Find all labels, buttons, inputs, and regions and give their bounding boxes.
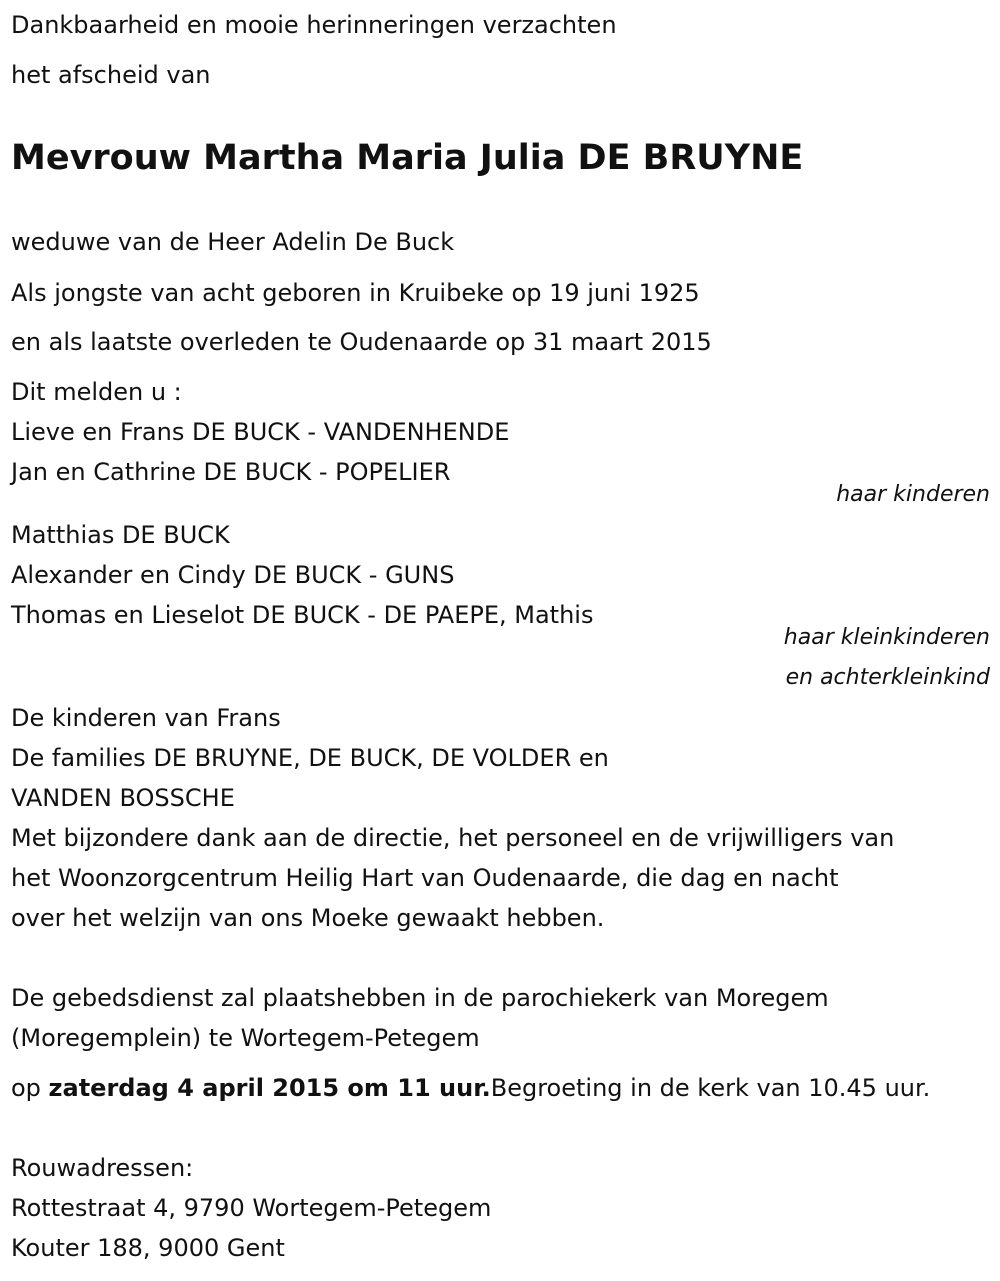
service-date-line — [11, 1073, 930, 1103]
service-date-prefix: op — [11, 1074, 49, 1102]
addresses-label: Rouwadressen: — [11, 1154, 194, 1182]
children-label: haar kinderen — [836, 482, 990, 507]
service-date: zaterdag 4 april 2015 om 11 uur. — [48, 1074, 491, 1102]
service-greeting: Begroeting in de kerk van 10.45 uur. — [490, 1074, 931, 1102]
grandchild-line: Thomas en Lieselot DE BUCK - DE PAEPE, Mathis — [11, 601, 594, 629]
thanks-line: het Woonzorgcentrum Heilig Hart van Oudenaarde, die dag en nacht — [11, 864, 839, 892]
intro-line: het afscheid van — [11, 61, 211, 89]
service-line: De gebedsdienst zal plaatshebben in de parochiekerk van Moregem — [11, 984, 829, 1012]
address-line: Rottestraat 4, 9790 Wortegem-Petegem — [11, 1194, 492, 1222]
grandchildren-label: haar kleinkinderen — [783, 625, 990, 650]
grandchildren-label: en achterkleinkind — [785, 665, 990, 690]
grandchild-line: Alexander en Cindy DE BUCK - GUNS — [11, 561, 455, 589]
thanks-line: over het welzijn van ons Moeke gewaakt hebben. — [11, 904, 605, 932]
bio-line: Als jongste van acht geboren in Kruibeke op 19 juni 1925 — [11, 279, 700, 307]
service-line: (Moregemplein) te Wortegem-Petegem — [11, 1024, 480, 1052]
thanks-line: Met bijzondere dank aan de directie, het personeel en de vrijwilligers van — [11, 824, 895, 852]
child-line: Lieve en Frans DE BUCK - VANDENHENDE — [11, 418, 510, 446]
intro-line: Dankbaarheid en mooie herinneringen verzachten — [11, 11, 617, 39]
others-line: VANDEN BOSSCHE — [11, 784, 235, 812]
others-line: De kinderen van Frans — [11, 704, 281, 732]
grandchild-line: Matthias DE BUCK — [11, 521, 230, 549]
others-line: De families DE BRUYNE, DE BUCK, DE VOLDER en — [11, 744, 609, 772]
bio-line: weduwe van de Heer Adelin De Buck — [11, 228, 455, 256]
child-line: Jan en Cathrine DE BUCK - POPELIER — [11, 458, 451, 486]
bio-line: en als laatste overleden te Oudenaarde op 31 maart 2015 — [11, 328, 712, 356]
announce-line: Dit melden u : — [11, 378, 182, 406]
deceased-name: Mevrouw Martha Maria Julia DE BRUYNE — [11, 138, 804, 178]
address-line: Kouter 188, 9000 Gent — [11, 1234, 285, 1262]
